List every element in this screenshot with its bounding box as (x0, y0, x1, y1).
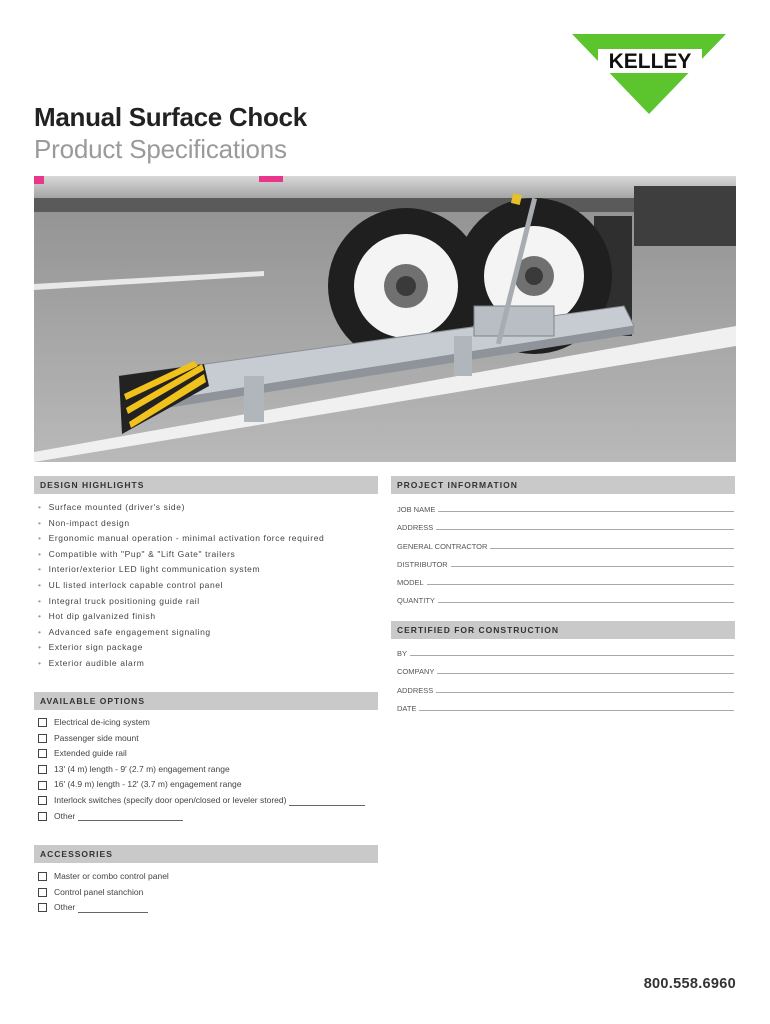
checkbox[interactable] (38, 888, 47, 897)
form-field[interactable] (397, 587, 734, 605)
list-item: • Hot dip galvanized finish (38, 609, 324, 625)
option-label: 16' (4.9 m) length - 12' (3.7 m) engagement range (54, 779, 242, 790)
option-item[interactable] (38, 762, 365, 778)
list-item: • Exterior sign package (38, 640, 324, 656)
option-label: Passenger side mount (54, 732, 139, 743)
field-line[interactable] (427, 578, 734, 585)
form-field[interactable] (397, 640, 734, 658)
certified-heading: CERTIFIED FOR CONSTRUCTION (391, 621, 735, 639)
field-line[interactable] (410, 649, 734, 656)
field-label: MODEL (397, 577, 424, 587)
accessory-label: Other (54, 902, 76, 913)
phone-number: 800.558.6960 (643, 976, 736, 992)
list-item: • Surface mounted (driver's side) (38, 500, 324, 516)
checkbox[interactable] (38, 781, 47, 790)
field-line[interactable] (451, 560, 734, 567)
option-item[interactable] (38, 746, 365, 762)
field-line[interactable] (438, 596, 734, 603)
field-label: DISTRIBUTOR (397, 559, 448, 569)
field-line[interactable] (419, 704, 734, 711)
list-item: • Interior/exterior LED light communication system (38, 562, 324, 578)
field-label: BY (397, 649, 408, 659)
accessory-item[interactable] (38, 885, 169, 901)
design-highlights-heading: DESIGN HIGHLIGHTS (34, 476, 378, 494)
field-line[interactable] (436, 686, 734, 693)
product-photo (34, 176, 736, 462)
field-label: DATE (397, 703, 417, 713)
option-label: Extended guide rail (54, 748, 127, 759)
option-label: Other (54, 810, 76, 821)
checkbox[interactable] (38, 903, 47, 912)
option-item[interactable] (38, 731, 365, 747)
form-field[interactable] (397, 532, 734, 550)
option-item[interactable] (38, 715, 365, 731)
field-line[interactable] (436, 523, 734, 530)
accessory-item[interactable] (38, 869, 169, 885)
form-field[interactable] (397, 658, 734, 676)
checkbox[interactable] (38, 812, 47, 821)
logo-text: KELLEY (608, 50, 692, 73)
accessory-label: Control panel stanchion (54, 886, 144, 897)
list-item: • Advanced safe engagement signaling (38, 625, 324, 641)
list-item: • Exterior audible alarm (38, 656, 324, 672)
form-field[interactable] (397, 569, 734, 587)
fill-in-line[interactable] (289, 796, 365, 806)
checkbox[interactable] (38, 749, 47, 758)
option-label: 13' (4 m) length - 9' (2.7 m) engagement range (54, 763, 230, 774)
checkbox[interactable] (38, 734, 47, 743)
field-label: ADDRESS (397, 523, 434, 533)
field-label: ADDRESS (397, 685, 434, 695)
accessories-list (38, 869, 169, 916)
form-field[interactable] (397, 496, 734, 514)
available-options-list (38, 715, 365, 824)
list-item: • Ergonomic manual operation - minimal activation force required (38, 531, 324, 547)
field-line[interactable] (438, 505, 734, 512)
option-label: Electrical de-icing system (54, 717, 150, 727)
fill-in-line[interactable] (78, 903, 148, 913)
field-label: GENERAL CONTRACTOR (397, 541, 488, 551)
option-label: Interlock switches (specify door open/closed or leveler stored) (54, 794, 287, 805)
list-item: • Compatible with "Pup" & "Lift Gate" trailers (38, 547, 324, 563)
accessory-item[interactable] (38, 900, 169, 916)
kelley-logo (572, 34, 726, 114)
form-field[interactable] (397, 695, 734, 713)
field-line[interactable] (437, 667, 734, 674)
field-label: COMPANY (397, 667, 435, 677)
checkbox[interactable] (38, 765, 47, 774)
certified-fields (397, 640, 734, 713)
option-item[interactable] (38, 777, 365, 793)
fill-in-line[interactable] (78, 811, 183, 821)
checkbox[interactable] (38, 872, 47, 881)
page-subtitle: Product Specifications (34, 134, 287, 164)
option-item[interactable] (38, 793, 365, 809)
available-options-heading: AVAILABLE OPTIONS (34, 692, 378, 710)
project-information-fields (397, 496, 734, 605)
form-field[interactable] (397, 676, 734, 694)
form-field[interactable] (397, 551, 734, 569)
checkbox[interactable] (38, 796, 47, 805)
accessories-heading: ACCESSORIES (34, 845, 378, 863)
option-item[interactable] (38, 809, 365, 825)
list-item: • Integral truck positioning guide rail (38, 594, 324, 610)
project-information-heading: PROJECT INFORMATION (391, 476, 735, 494)
list-item: • Non-impact design (38, 516, 324, 532)
page-title: Manual Surface Chock (34, 102, 307, 132)
field-label: JOB NAME (397, 505, 436, 515)
field-line[interactable] (490, 542, 734, 549)
field-label: QUANTITY (397, 596, 435, 606)
list-item: • UL listed interlock capable control panel (38, 578, 324, 594)
design-highlights-list (38, 500, 324, 672)
accessory-label: Master or combo control panel (54, 871, 169, 881)
form-field[interactable] (397, 514, 734, 532)
checkbox[interactable] (38, 718, 47, 727)
